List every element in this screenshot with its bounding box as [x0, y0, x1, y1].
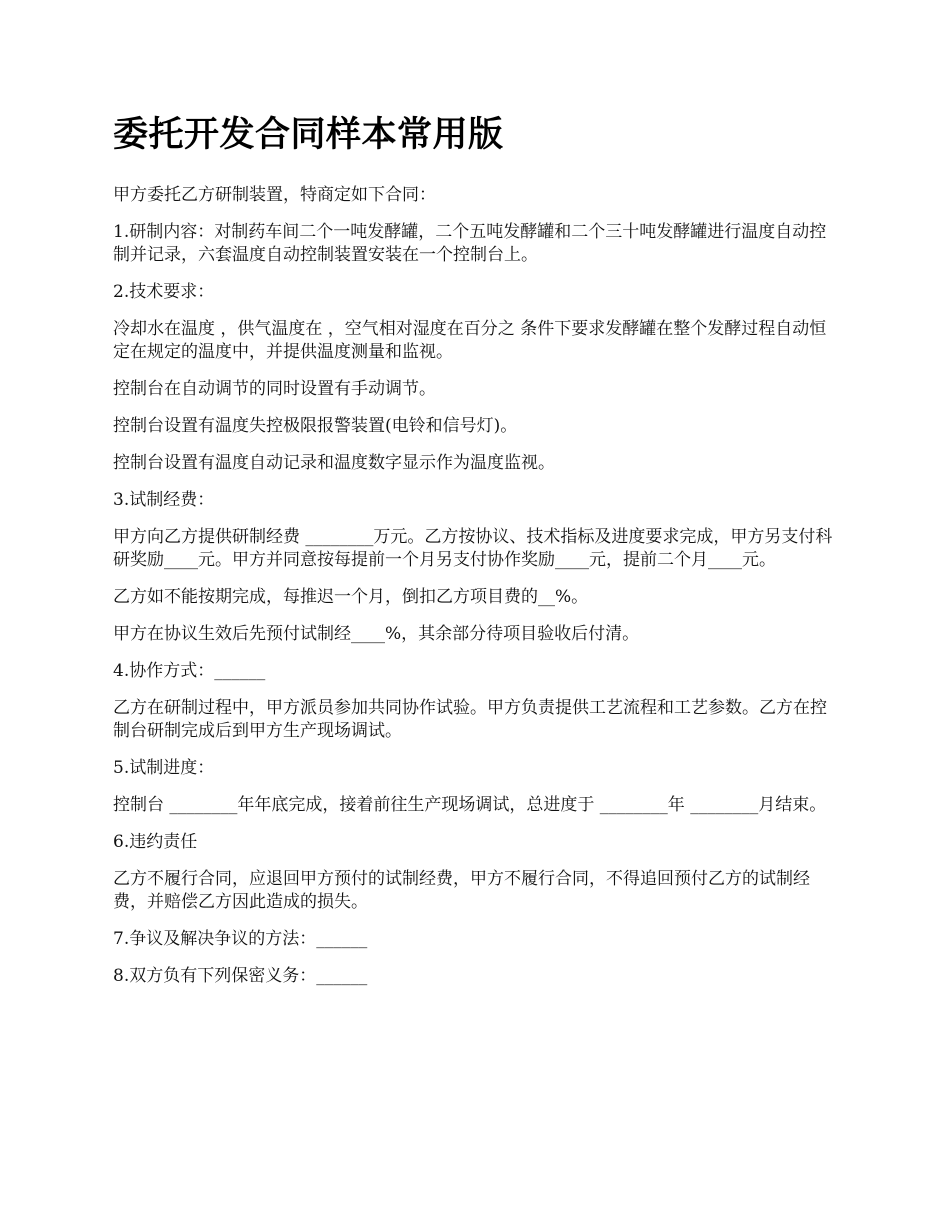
- paragraph-trial-fee-heading: 3.试制经费：: [113, 490, 215, 510]
- paragraph-cooperation-details: 乙方在研制过程中，甲方派员参加共同协作试验。甲方负责提供工艺流程和工艺参数。乙方在控制台研制完成后到甲方生产现场调试。: [113, 698, 827, 741]
- paragraph-dispute-resolution: 7.争议及解决争议的方法：______: [113, 929, 368, 949]
- paragraph-intro: 甲方委托乙方研制装置，特商定如下合同：: [113, 185, 436, 205]
- paragraph-research-content: 1.研制内容：对制药车间二个一吨发酵罐，二个五吨发酵罐和二个三十吨发酵罐进行温度自动控制并记录，六套温度自动控制装置安装在一个控制台上。: [113, 222, 827, 265]
- paragraph-alarm-device: 控制台设置有温度失控极限报警装置(电铃和信号灯)。: [113, 416, 518, 436]
- paragraph-temperature-monitoring: 控制台设置有温度自动记录和温度数字显示作为温度监视。: [113, 453, 555, 473]
- document-title: 委托开发合同样本常用版: [113, 115, 504, 155]
- paragraph-cooperation-method: 4.协作方式：______: [113, 661, 266, 681]
- paragraph-technical-requirements-heading: 2.技术要求：: [113, 282, 215, 302]
- paragraph-trial-fee-details: 甲方向乙方提供研制经费 ________万元。乙方按协议、技术指标及进度要求完成，甲方另支付科研奖励____元。甲方并同意按每提前一个月另支付协作奖励____元，提前二个月____元。: [113, 527, 833, 570]
- document-body: [113, 112, 839, 1002]
- paragraph-breach-heading: 6.违约责任: [113, 832, 198, 852]
- paragraph-progress-details: 控制台 ________年年底完成，接着前往生产现场调试，总进度于 ________年 ________月结束。: [113, 795, 827, 815]
- paragraph-prepayment: 甲方在协议生效后先预付试制经____%，其余部分待项目验收后付清。: [113, 624, 640, 644]
- paragraph-confidentiality: 8.双方负有下列保密义务：______: [113, 966, 368, 986]
- paragraph-breach-details: 乙方不履行合同，应退回甲方预付的试制经费，甲方不履行合同，不得追回预付乙方的试制经费，并赔偿乙方因此造成的损失。: [113, 869, 810, 912]
- paragraph-delay-penalty: 乙方如不能按期完成，每推迟一个月，倒扣乙方项目费的__%。: [113, 587, 589, 607]
- paragraph-progress-heading: 5.试制进度：: [113, 758, 215, 778]
- paragraph-manual-adjustment: 控制台在自动调节的同时设置有手动调节。: [113, 379, 436, 399]
- paragraph-temperature-requirements: 冷却水在温度 ，供气温度在 ，空气相对湿度在百分之 条件下要求发酵罐在整个发酵过程自动恒定在规定的温度中，并提供温度测量和监视。: [113, 319, 827, 362]
